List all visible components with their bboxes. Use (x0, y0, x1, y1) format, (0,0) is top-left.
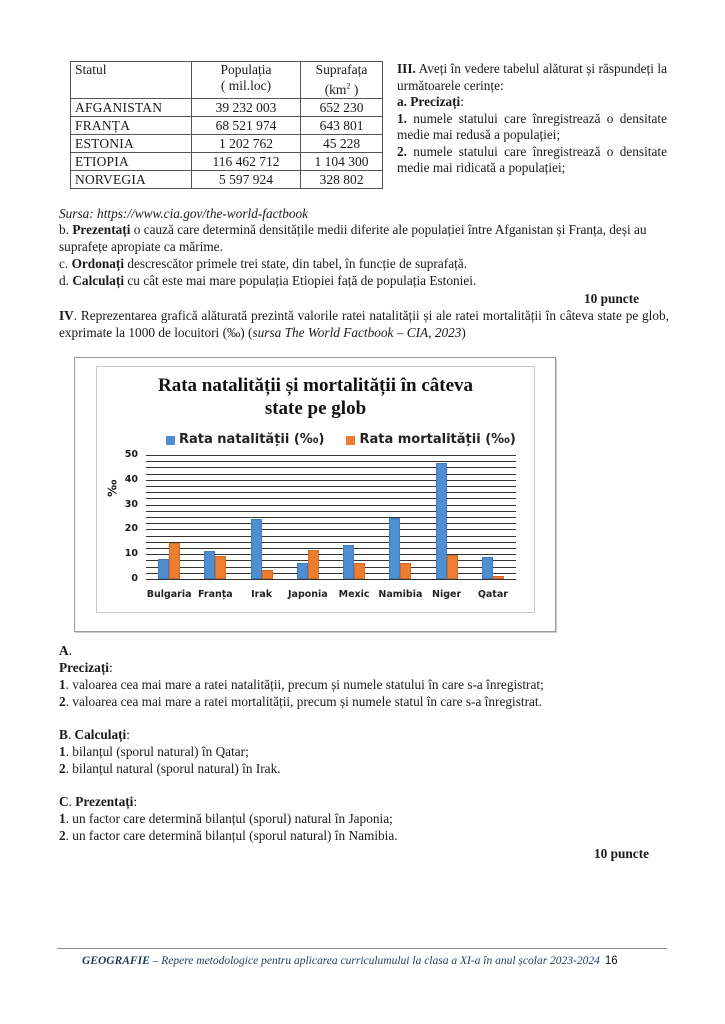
bar-birth-rate (204, 551, 215, 579)
item-text: . un factor care determină bilanțul (sporul) natural în Japonia; (65, 811, 393, 826)
bar-death-rate (262, 570, 273, 579)
chart-title (96, 374, 535, 420)
section-3-points: 10 puncte (584, 291, 640, 306)
y-tick-label: 0 (131, 573, 138, 584)
task-b: b. Prezentați o cauză care determină densitățile medii diferite ale populației între Afganistan și Franța, deși au suprafețe apropiate ca mărime. (59, 222, 647, 254)
gridline (146, 474, 516, 475)
item-number: 1 (59, 677, 66, 692)
section-4-points: 10 puncte (594, 846, 650, 861)
cell-area: 328 802 (301, 171, 383, 189)
chart-legend (166, 432, 516, 449)
item-text: . valoarea cea mai mare a ratei natalității, precum și numele statului în care s-a înregistrat; (65, 677, 544, 692)
section-3-intro-text: Aveți în vedere tabelul alăturat și răspundeți la următoarele cerințe: (397, 61, 667, 93)
section-4-numeral: IV (59, 308, 74, 323)
bar-birth-rate (158, 559, 169, 579)
legend-item-birth-rate (166, 432, 324, 449)
population-area-table (70, 61, 383, 189)
x-tick-label: Irak (251, 589, 273, 600)
cell-state: ETIOPIA (71, 153, 192, 171)
y-axis-ticks (118, 449, 138, 589)
gridline (146, 455, 516, 456)
task-d-text: cu cât este mai mare populația Etiopiei față de populația Estoniei. (124, 273, 477, 288)
section-3-numeral: III. (397, 61, 416, 76)
x-tick-label: Mexic (338, 589, 370, 600)
gridline (146, 511, 516, 512)
task-b-text: o cauză care determină densitățile medii diferite ale populației între Afganistan și Franța, deși au suprafețe apropiate ca mărime. (59, 222, 647, 254)
page-footer (82, 953, 618, 970)
gridline (146, 517, 516, 518)
x-tick-label: Franța (198, 589, 233, 600)
task-c-verb: Ordonați (71, 256, 125, 271)
footer-subject: GEOGRAFIE (82, 955, 150, 967)
task-a2 (397, 144, 667, 177)
area-unit-sup: 2 (346, 81, 351, 90)
bar-death-rate (308, 550, 319, 579)
bar-birth-rate (251, 519, 262, 579)
header-area-unit (325, 82, 359, 97)
part-a-label: A. (59, 643, 72, 658)
table-row (71, 99, 383, 117)
x-tick-label: Namibia (378, 589, 423, 600)
bar-death-rate (354, 563, 365, 579)
part-a-item-2 (59, 694, 669, 711)
gridline (146, 536, 516, 537)
bar-birth-rate (436, 463, 447, 579)
cell-state: ESTONIA (71, 135, 192, 153)
bar-death-rate (400, 563, 411, 579)
gridline (146, 567, 516, 568)
task-a-colon: : (460, 94, 464, 109)
part-c-item-1 (59, 811, 669, 828)
part-b-verb: Calculați (74, 727, 127, 742)
task-a-heading (397, 94, 667, 111)
legend-item-death-rate (346, 432, 515, 449)
header-population-unit: ( mil.loc) (220, 78, 272, 93)
cell-area: 45 228 (301, 135, 383, 153)
task-a1-number: 1. (397, 110, 407, 126)
header-state: Statul (71, 62, 192, 99)
item-text: . un factor care determină bilanțul (sporul natural) în Namibia. (65, 828, 398, 843)
part-b-letter: B (59, 727, 68, 742)
task-c-letter: c (59, 256, 65, 271)
gridline (146, 461, 516, 462)
plot-area (146, 455, 516, 579)
y-tick-label: 30 (124, 498, 138, 510)
cell-state: FRANȚA (71, 117, 192, 135)
gridline (146, 560, 516, 561)
gridline (146, 480, 516, 481)
gridline (146, 467, 516, 468)
chart-title-line-1: Rata natalității și mortalității în câteva (157, 375, 474, 396)
part-c-heading: C. Prezentați: (59, 794, 138, 809)
bar-death-rate (169, 543, 180, 579)
part-b-heading: B. Calculați: (59, 727, 130, 742)
bar-birth-rate (482, 557, 493, 579)
x-tick-label: Japonia (288, 589, 328, 600)
table-row (71, 153, 383, 171)
table-row (71, 135, 383, 153)
task-b-verb: Prezentați (72, 222, 131, 237)
gridline (146, 498, 516, 499)
y-axis-label: ‰ (105, 479, 120, 497)
gridline (146, 505, 516, 506)
footer-text: – Repere metodologice pentru aplicarea curriculumului la clasa a XI-a în anul școlar 2023-2024 (149, 955, 600, 967)
item-number: 2 (59, 761, 66, 776)
cell-population: 1 202 762 (192, 135, 301, 153)
section-3-instructions (397, 61, 667, 177)
x-axis-labels (146, 587, 516, 601)
item-number: 1 (59, 811, 66, 826)
gridline (146, 548, 516, 549)
gridline (146, 554, 516, 555)
cell-state: NORVEGIA (71, 171, 192, 189)
header-area-label: Suprafața (315, 62, 368, 77)
bar-birth-rate (297, 563, 308, 579)
chart-title-line-2: state pe glob (264, 398, 367, 419)
page-number: 16 (604, 955, 618, 967)
footer-divider (57, 948, 667, 949)
part-b-item-1 (59, 744, 669, 761)
task-a2-text: numele statului care înregistrează o densitate medie mai ridicată a populației; (397, 143, 667, 175)
cell-population: 39 232 003 (192, 99, 301, 117)
gridline (146, 492, 516, 493)
gridline (146, 579, 516, 580)
section-4-intro (59, 308, 669, 341)
task-a-label: a. Precizați (397, 94, 461, 109)
part-a-verb: Precizați (59, 660, 109, 675)
part-a-item-1 (59, 677, 669, 694)
section-4-intro-end: ) (461, 324, 466, 340)
item-text: . valoarea cea mai mare a ratei mortalității, precum și numele statul în care s-a înregistrat. (65, 694, 542, 709)
x-tick-label: Niger (432, 589, 462, 600)
x-tick-label: Qatar (477, 589, 508, 600)
task-d-verb: Calculați (72, 273, 125, 288)
item-text: . bilanțul natural (sporul natural) în Irak. (65, 761, 281, 776)
task-d-letter: d (59, 273, 66, 288)
part-a-letter: A (59, 643, 69, 658)
item-number: 1 (59, 744, 66, 759)
y-tick-label: 20 (124, 523, 138, 535)
part-b-item-2 (59, 761, 669, 778)
header-area (301, 62, 383, 99)
bar-birth-rate (343, 545, 354, 579)
item-number: 2 (59, 694, 66, 709)
legend-swatch-orange-icon (346, 436, 355, 445)
part-c-item-2 (59, 828, 669, 845)
table-row (71, 117, 383, 135)
gridline (146, 486, 516, 487)
gridline (146, 529, 516, 530)
cell-area: 643 801 (301, 117, 383, 135)
cell-area: 652 230 (301, 99, 383, 117)
y-tick-label: 40 (124, 473, 138, 485)
cell-population: 5 597 924 (192, 171, 301, 189)
task-d: d. Calculați cu cât este mai mare populația Etiopiei față de populația Estoniei. (59, 273, 477, 288)
header-population (192, 62, 301, 99)
task-a1-text: numele statului care înregistrează o densitate medie mai redusă a populației; (397, 110, 667, 142)
gridline (146, 573, 516, 574)
part-c-letter: C (59, 794, 69, 809)
table-source: Sursa: https://www.cia.gov/the-world-factbook (59, 206, 309, 221)
task-c: c. Ordonați descrescător primele trei state, din tabel, în funcție de suprafață. (59, 256, 468, 271)
legend-label: Rata natalității (‰) (179, 432, 325, 447)
bar-death-rate (215, 556, 226, 579)
gridline (146, 542, 516, 543)
legend-swatch-blue-icon (166, 436, 175, 445)
cell-population: 68 521 974 (192, 117, 301, 135)
bar-death-rate (447, 555, 458, 579)
section-4-source: sursa The World Factbook – CIA, 2023 (252, 324, 462, 340)
task-c-text: descrescător primele trei state, din tabel, în funcție de suprafață. (124, 256, 468, 271)
section-4-intro-text: . Reprezentarea grafică alăturată prezintă valorile ratei natalității și ale ratei mortalității în câteva state pe glob, exprimate la 1000 de locuitori (‰) ( (59, 308, 669, 340)
cell-area: 1 104 300 (301, 153, 383, 171)
table-row (71, 171, 383, 189)
header-population-label: Populația (220, 62, 272, 77)
item-text: . bilanțul (sporul natural) în Qatar; (65, 744, 249, 759)
bar-death-rate (493, 576, 504, 579)
task-a2-number: 2. (397, 143, 407, 159)
part-c-verb: Prezentați (75, 794, 134, 809)
y-tick-label: 10 (124, 548, 138, 560)
gridline (146, 523, 516, 524)
area-unit-prefix: (km (324, 81, 347, 97)
table-header-row (71, 62, 383, 99)
area-unit-suffix: ) (350, 81, 359, 97)
section-3-intro (397, 61, 667, 94)
part-a-heading: Precizați: (59, 660, 113, 675)
cell-state: AFGANISTAN (71, 99, 192, 117)
y-tick-label: 50 (124, 449, 138, 460)
x-tick-label: Bulgaria (146, 589, 192, 600)
task-a1 (397, 111, 667, 144)
cell-population: 116 462 712 (192, 153, 301, 171)
bar-birth-rate (389, 518, 400, 579)
item-number: 2 (59, 828, 66, 843)
legend-label: Rata mortalității (‰) (359, 432, 516, 447)
task-b-letter: b (59, 222, 66, 237)
